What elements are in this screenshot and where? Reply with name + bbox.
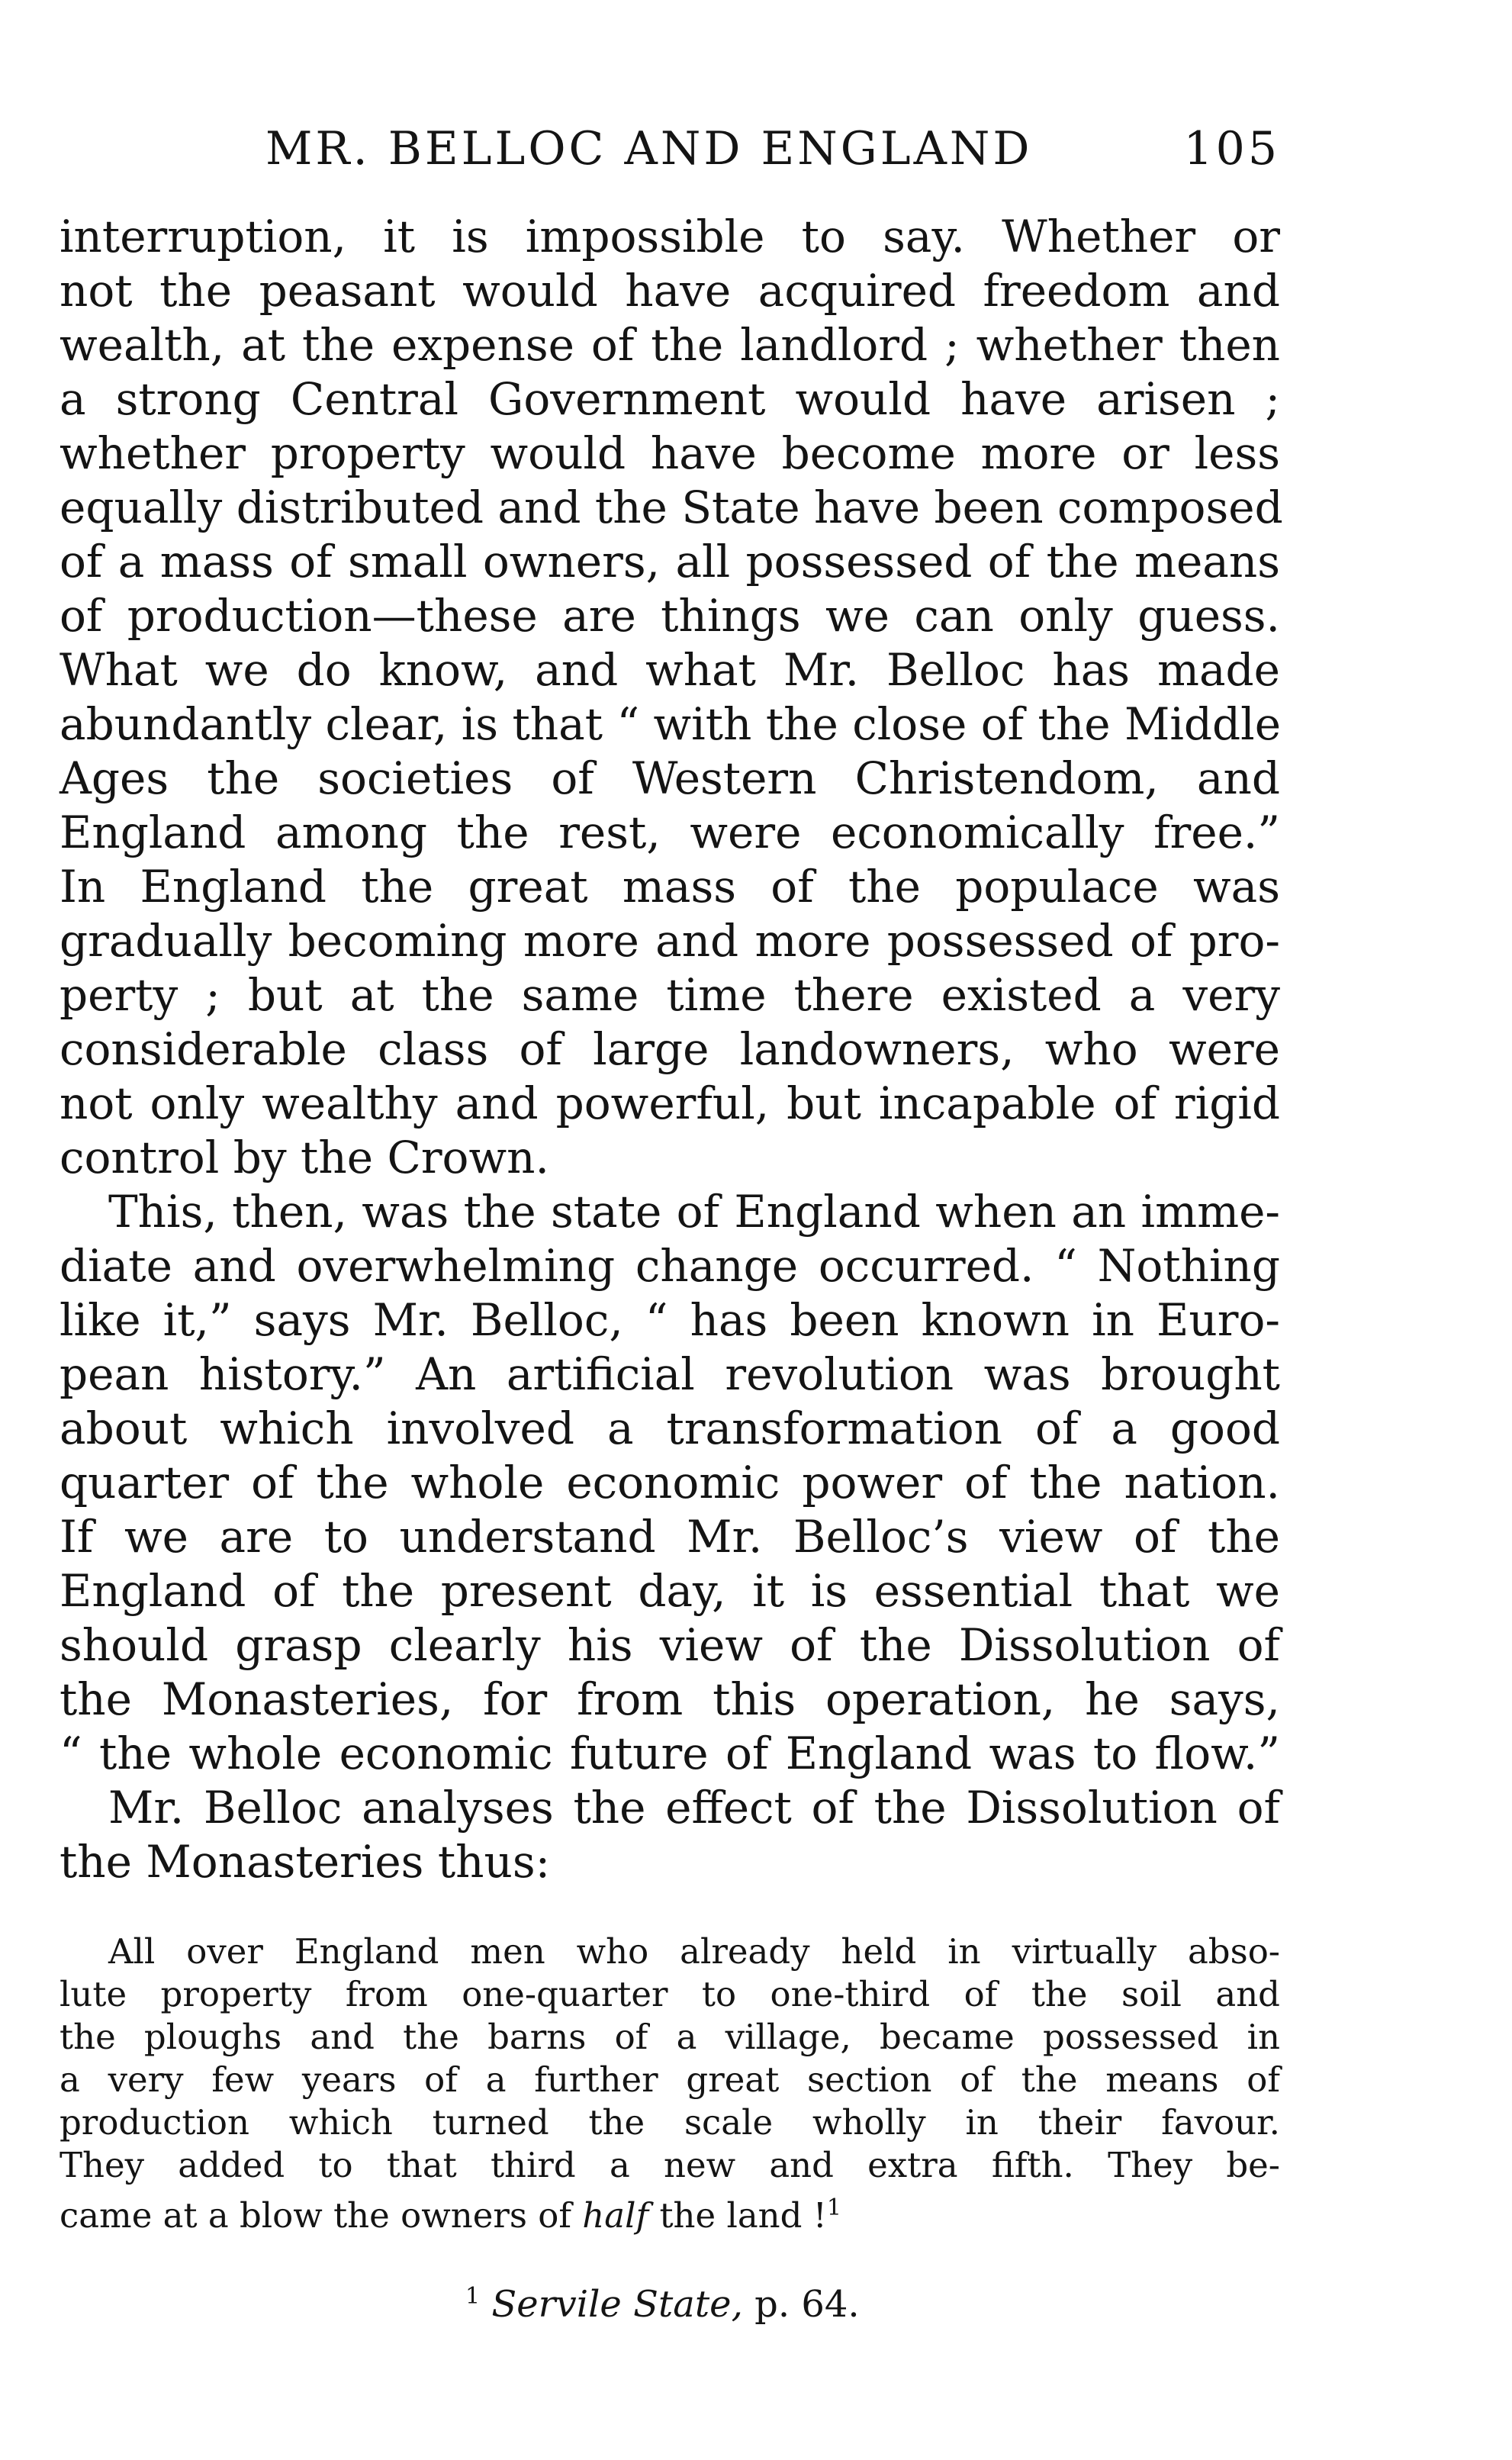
quote-line: the ploughs and the barns of a village, became possessed in (60, 2017, 1280, 2057)
page-number: 105 (1183, 122, 1280, 175)
text-line: quarter of the whole economic power of the nation. (60, 1457, 1280, 1509)
quote-line: production which turned the scale wholly in their favour. (60, 2102, 1280, 2143)
text-line: This, then, was the state of England when an imme- (108, 1186, 1280, 1238)
text-line: not the peasant would have acquired freedom and (60, 265, 1280, 317)
quote-text: the land ! (648, 2195, 827, 2236)
footnote-reference[interactable]: 1 (826, 2194, 841, 2221)
text-line: pean history.” An artificial revolution was brought (60, 1348, 1280, 1400)
text-line: diate and overwhelming change occurred. “ Nothing (60, 1240, 1280, 1292)
quote-text: came at a blow the owners of (60, 2195, 583, 2236)
text-line: of a mass of small owners, all possessed of the means (60, 536, 1280, 588)
text-line: If we are to understand Mr. Belloc’s view of the (60, 1511, 1280, 1563)
text-line: like it,” says Mr. Belloc, “ has been known in Euro- (60, 1294, 1280, 1346)
text-line: equally distributed and the State have been composed (60, 481, 1283, 533)
text-line: the Monasteries, for from this operation, he says, (60, 1673, 1280, 1725)
text-line: interruption, it is impossible to say. Whether or (60, 211, 1280, 262)
text-line: the Monasteries thus: (60, 1836, 551, 1888)
text-line: a strong Central Government would have arisen ; (60, 373, 1280, 425)
text-line: considerable class of large landowners, who were (60, 1023, 1280, 1075)
quote-line: a very few years of a further great section of the means of (60, 2059, 1280, 2100)
text-line: What we do know, and what Mr. Belloc has made (60, 644, 1280, 696)
text-line: whether property would have become more or less (60, 427, 1280, 479)
text-line: Ages the societies of Western Christendom, and (60, 752, 1280, 804)
block-quote (60, 1930, 1280, 2236)
text-line: In England the great mass of the populace was (60, 861, 1280, 913)
footnote-marker: 1 (465, 2283, 481, 2310)
text-line: about which involved a transformation of a good (60, 1402, 1280, 1454)
text-line: of production—these are things we can only guess. (60, 590, 1280, 642)
text-line: control by the Crown. (60, 1132, 549, 1183)
text-line: “ the whole economic future of England was to flow.” (60, 1727, 1280, 1779)
body-text (60, 210, 1283, 1889)
text-line: Mr. Belloc analyses the effect of the Dissolution of (108, 1782, 1280, 1834)
text-line: not only wealthy and powerful, but incapable of rigid (60, 1077, 1280, 1129)
quote-emphasis: half (582, 2195, 649, 2236)
text-line: wealth, at the expense of the landlord ; whether then (60, 319, 1280, 371)
footnote-page: p. 64. (754, 2283, 860, 2326)
text-line: should grasp clearly his view of the Dissolution of (60, 1619, 1280, 1671)
text-line: England among the rest, were economically free.” (60, 807, 1280, 858)
text-line: England of the present day, it is essential that we (60, 1565, 1280, 1617)
running-title: MR. BELLOC AND ENGLAND (265, 122, 1033, 175)
quote-last-line (60, 2187, 1280, 2236)
text-line: abundantly clear, is that “ with the close of the Middle (60, 698, 1282, 750)
footnote (465, 2283, 860, 2326)
quote-line: All over England men who already held in virtually abso- (108, 1931, 1280, 1972)
running-head (60, 122, 1280, 183)
text-line: perty ; but at the same time there existed a very (60, 969, 1280, 1021)
footnote-source-title: Servile State, (491, 2283, 743, 2326)
quote-line: lute property from one-quarter to one-third of the soil and (60, 1974, 1280, 2014)
quote-line: They added to that third a new and extra fifth. They be- (60, 2145, 1280, 2185)
text-line: gradually becoming more and more possessed of pro- (60, 915, 1280, 967)
